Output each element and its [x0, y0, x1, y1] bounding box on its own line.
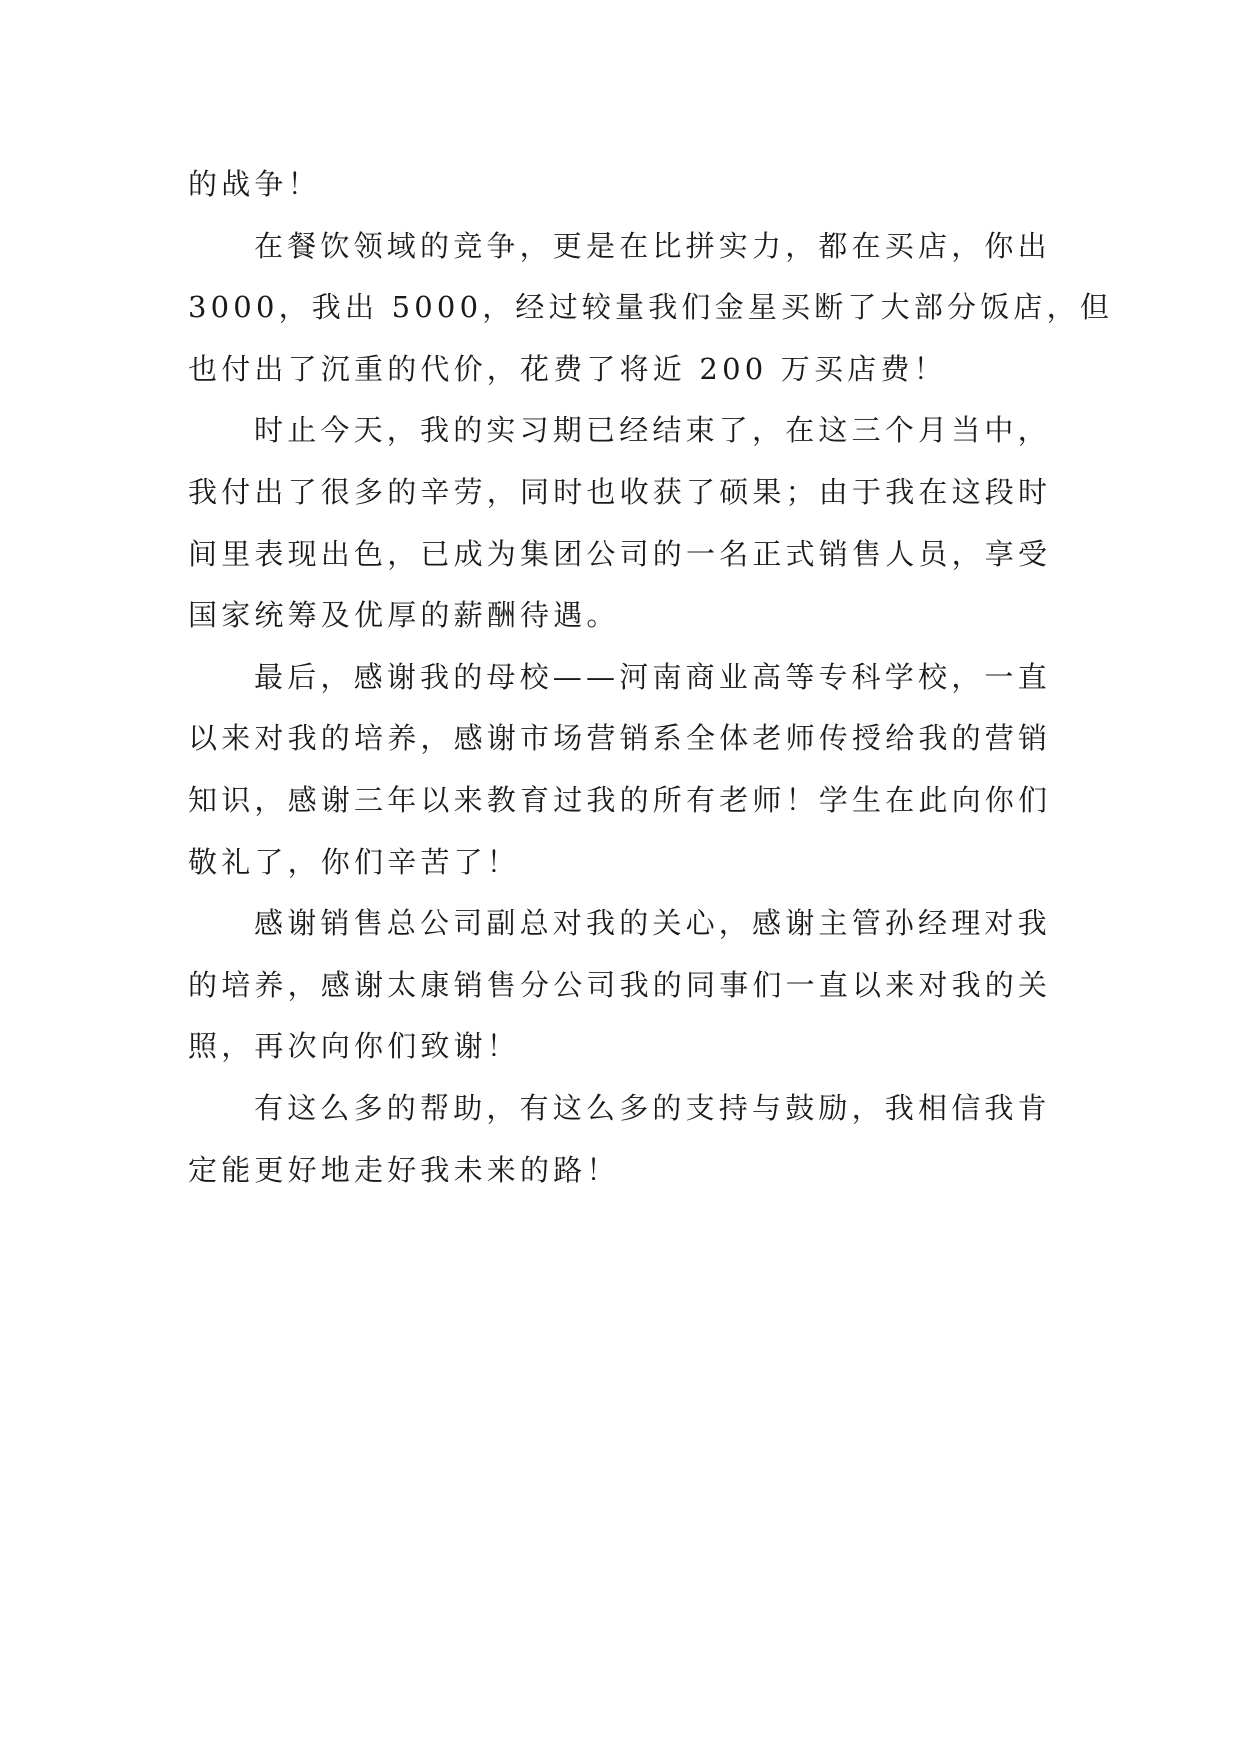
- text-line: 定能更好地走好我未来的路！: [188, 1152, 620, 1187]
- text-line: 国家统筹及优厚的薪酬待遇。: [188, 598, 620, 633]
- text-line: 照，再次向你们致谢！: [188, 1029, 521, 1064]
- text-line: 最后，感谢我的母校——河南商业高等专科学校，一直: [254, 659, 1051, 694]
- text-line: 有这么多的帮助，有这么多的支持与鼓励，我相信我肯: [254, 1090, 1051, 1125]
- document-body-text: [188, 154, 1114, 1201]
- text-line: 也付出了沉重的代价，花费了将近 200 万买店费！: [188, 351, 947, 386]
- text-line: 3000，我出 5000，经过较量我们金星买断了大部分饭店，但: [188, 290, 1114, 325]
- text-line: 在餐饮领域的竞争，更是在比拼实力，都在买店，你出: [254, 228, 1051, 263]
- text-line: 的培养，感谢太康销售分公司我的同事们一直以来对我的关: [188, 967, 1052, 1002]
- text-line: 的战争！: [188, 167, 321, 201]
- text-line: 间里表现出色，已成为集团公司的一名正式销售人员，享受: [188, 536, 1052, 571]
- text-line: 敬礼了，你们辛苦了！: [188, 844, 521, 879]
- text-line: 我付出了很多的辛劳，同时也收获了硕果；由于我在这段时: [188, 474, 1052, 509]
- text-line: 知识，感谢三年以来教育过我的所有老师！学生在此向你们: [188, 782, 1052, 817]
- text-line: 时止今天，我的实习期已经结束了，在这三个月当中，: [254, 413, 1051, 448]
- text-line: 以来对我的培养，感谢市场营销系全体老师传授给我的营销: [188, 721, 1052, 756]
- text-line: 感谢销售总公司副总对我的关心，感谢主管孙经理对我: [254, 906, 1051, 941]
